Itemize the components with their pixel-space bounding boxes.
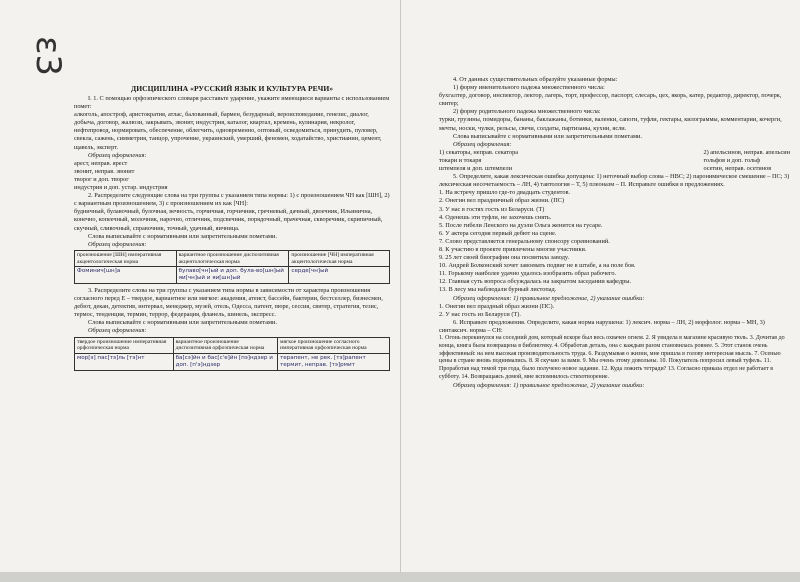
- sample-grid: [439, 149, 790, 173]
- sentence: 7. Слово представляется генеральному спонсору соревнований.: [439, 237, 610, 245]
- sentence: 1. Онегин вел праздный образ жизни (ПС).: [439, 302, 555, 310]
- table-row: [75, 337, 390, 354]
- sample-label-6: Образец оформления: 1) правильное предложение, 2) указание ошибки:: [453, 381, 645, 389]
- scan-shadow: [0, 572, 800, 582]
- instruction: Слова выписывайте с нормативными или запретительными пометами.: [453, 132, 642, 140]
- sample-label-2: Образец оформления:: [88, 240, 147, 248]
- sample-line: 2) апельсинов, неправ. апельсин: [703, 148, 790, 156]
- task-2-words: будничный, булавочный, булочная, вечность, горчичная, горчичник, гречневый, дачный, двоечник, Ильинична, конечно, копеечный, молочник, нарочно, отличник, подсвечник, порядочный, прачечная, скворечник, скрипичный, скучный, сливочный, справочник, точный, удачный, яичница.: [74, 208, 383, 232]
- task-4-sub: 1) форму именительного падежа множественного числа:: [453, 84, 605, 92]
- page-title: ДИСЦИПЛИНА «РУССКИЙ ЯЗЫК И КУЛЬТУРА РЕЧИ»: [130, 84, 334, 93]
- table-row: [75, 354, 390, 371]
- sentence: 10. Андрей Болконский хочет завоевать подвиг не в штабе, а на поле боя.: [439, 262, 636, 270]
- table-3: [74, 337, 390, 371]
- sample-line: осетин, неправ. осетинов: [703, 165, 772, 173]
- handwritten-mark: ɛ3: [28, 35, 69, 77]
- sample-line: арест, неправ. ярест: [74, 159, 128, 167]
- sentence: 4. Оденешь эти туфли, не захочешь снять.: [439, 213, 552, 221]
- instruction: Слова выписывайте с нормативными или запретительными пометами.: [88, 319, 277, 327]
- task-1-text: I. 1. С помощью орфоэпического словаря расставьте ударение, укажите имеющиеся варианты с использованием помет:: [74, 95, 390, 111]
- table-cell: мор[э] пас[тэ]ль [тэ]нт: [75, 354, 174, 371]
- table-cell: серде[чн]ый: [289, 267, 390, 284]
- sentence: 9. 25 лет своей биографии она посвятила заводу.: [439, 254, 570, 262]
- sentence: 2. У нас гость из Беларуси (Т).: [439, 310, 521, 318]
- sentence: 5. После гибели Ленского на дуэли Ольга женится на гусаре.: [439, 221, 603, 229]
- sample-line: штемпеля и доп. штемпели: [439, 165, 513, 173]
- sample-label-3: Образец оформления:: [88, 327, 147, 335]
- table-header-cell: произношение [ЧН] императивная акцентологическая норма: [289, 250, 390, 267]
- task-4-sub: 2) форму родительного падежа множественного числа:: [453, 108, 601, 116]
- sentence: 13. В лесу мы наблюдали бурный листопад.: [439, 286, 557, 294]
- sentence: 3. У нас в гостях гость из Беларуси. (Т): [439, 205, 545, 213]
- sample-label-1: Образец оформления:: [88, 151, 147, 159]
- table-row: [75, 250, 390, 267]
- table-header-cell: вариантное произношение диспозитивная акцентологическая норма: [176, 250, 289, 267]
- sample-line: токари и токаря: [439, 156, 482, 164]
- sentence: 12. Главная суть вопроса обсуждалась на закрытом заседании кафедры.: [439, 278, 632, 286]
- right-page: [400, 0, 800, 582]
- task-4-text: 4. От данных существительных образуйте указанные формы:: [453, 76, 618, 83]
- table-cell: Фоминич[шн]а: [75, 267, 177, 284]
- sentence: 6. У актера сегодня первый дебют на сцене.: [439, 229, 557, 237]
- sample-line: творог и доп. творог: [74, 175, 129, 183]
- task-6-text: 6. Исправьте предложения. Определите, какая норма нарушена: 1) лексич. норма – ЛН, 2) морфолог. норма – МН, 3) синтаксич. норма – СН:: [439, 318, 765, 334]
- table-cell: булаво[чн]ый и доп. була-во[шн]ый яи[чн]ый и яи[шн]ый: [176, 267, 289, 284]
- sample-label-5: Образец оформления: 1) правильное предложение, 2) указание ошибки:: [453, 294, 645, 302]
- task-4-words: бухгалтер, договор, инспектор, лектор, лагерь, торт, профессор, паспорт, слесарь, цех, якорь, катер, редактор, директор, почерк, свитер;: [439, 92, 782, 108]
- table-cell: ба[сэ]йн и бас[с'е]йн [пэ]ндзер и доп. [п'э]ндзер: [173, 354, 277, 371]
- task-2-text: 2. Распределите следующие слова на три группы с указанием типа нормы: 1) с произношением ЧН как [ШН], 2) с вариантным произношением, 3) с произношением их как [ЧН]:: [74, 192, 390, 208]
- task-3-text: 3. Распределите слова на три группы с указанием типа нормы в зависимости от характера произношения согласного перед Е – твердое, вариантное или мягкое: академия, атеист, бассейн, бактерии, бестселлер, бизнесмен, дебют, декан, детектив, интервал, менеджер, музей, отель, Одесса, патент, пюре, сессия, свитер, стратегия, тезис, термос, тенденция, термин, террор, федерация, фланель, шинель, экспресс.: [74, 286, 383, 319]
- table-cell: терапент, не рек. [тэ]рапент термит, неправ. [тэ]рмит: [277, 354, 389, 371]
- sample-line: индустрия и доп. устар. индустрия: [74, 184, 168, 192]
- sample-label-4: Образец оформления:: [453, 140, 512, 148]
- sentence: 1. На встречу пришло где-то двадцать студентов.: [439, 189, 571, 197]
- table-header-cell: произношение [ШН] императивная акцентологическая норма: [75, 250, 177, 267]
- sample-line: 1) секаторы, неправ. секатора: [439, 148, 519, 156]
- sample-line: гольфов и доп. гольф: [703, 156, 761, 164]
- sentence: 2. Онегин вел праздничный образ жизни. (ПС): [439, 197, 565, 205]
- task-6-body: 1. Огонь перекинулся на соседний дом, который вскоре был весь охвачен огнем. 2. Я увидела в магазине красивую тюль. 3. Дочитав до конца, книга была возвращена в библиотеку. 4. Обработав деталь, она с каждым разом становилась ровнее. 5. Этот станок очень эффективный: на нем высокая производительность труда. 6. Раздумывая о жизни, мне пришла в голову интересная мысль. 7. Осенью цены в стране вновь поднимались. 8. Я скучаю за вами. 9. Мы очень этому довольны. 10. Покупатель попросил левый туфель. 11. Проработав над темой три года, было получено новое задание. 12. Куда ложить тетради? 13. Согласно приказа отдел не работает в субботу. 14. Возвращаясь домой, мне вспомнилось стихотворение.: [439, 335, 785, 380]
- table-2: [74, 250, 390, 284]
- instruction: Слова выписывайте с нормативными или запретительными пометами.: [88, 232, 277, 240]
- task-5-text: 5. Определите, какая лексическая ошибка допущена: 1) неточный выбор слова – НВС; 2) паронимическое смешение – ПС; 3) лексическая несочетаемость – ЛН, 4) тавтология – Т, 5) плеоназм – П. Исправьте ошибки в предложениях.: [439, 173, 790, 189]
- table-header-cell: вариантное произношение диспозитивная орфоэпическая норма: [173, 337, 277, 354]
- sentence: 11. Горькому наиболее удачно удалось изобразить образ рабочего.: [439, 270, 617, 278]
- task-4-words: турки, грузины, помидоры, бананы, баклажаны, ботинки, валенки, сапоги, туфли, гектары, килограммы, комментарии, кочерги, мечты, носки, чулки, рельсы, свечи, солдаты, партизаны, кухни, ясли.: [439, 116, 782, 132]
- table-header-cell: мягкое произношение согласного императивная орфоэпическая норма: [277, 337, 389, 354]
- table-row: [75, 267, 390, 284]
- task-1-words: алкоголь, апостроф, аристократия, атлас, балованный, бармен, безударный, вероисповедание, генезис, диалог, добыча, договор, жалюзи, закрывать, звонит, индустрия, каталог, квартал, кремень, кулинария, некролог, нефтепровод, нормировать, обеспечение, облегчить, одновременно, оптовый, осведомиться, принудить, пуловер, свекла, сажень, симметрия, танцор, упрочение, украинский, умерший, феномен, ходатайство, христианин, цемент, щавель, эксперт.: [74, 111, 382, 151]
- table-header-cell: твердое произношение императивная орфоэпическая норма: [75, 337, 174, 354]
- sample-line: звонит, неправ. звонит: [74, 167, 135, 175]
- sentence: 8. К участию в проекте привлечены многие участники.: [439, 245, 587, 253]
